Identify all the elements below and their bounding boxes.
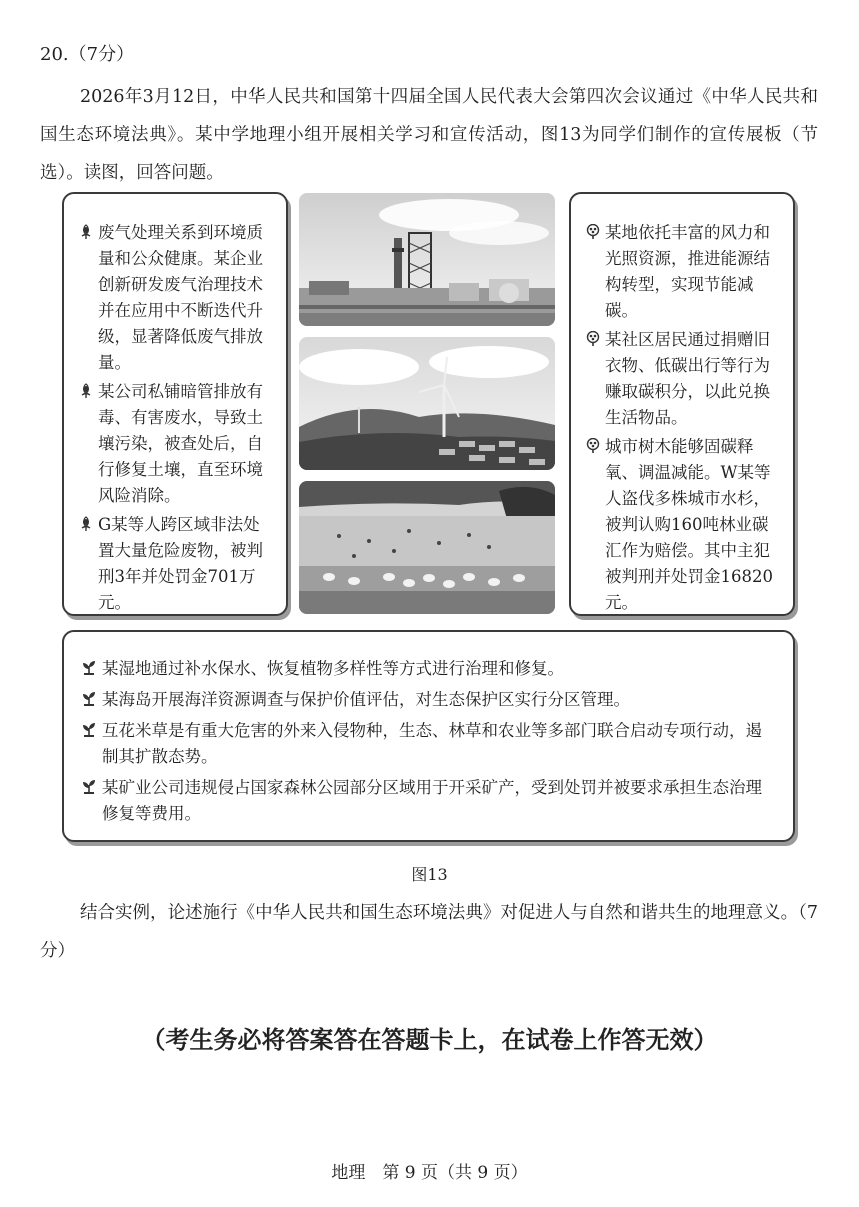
left-item: G某等人跨区域非法处置大量危险废物，被判刑3年并处罚金701万元。 [74,512,270,616]
page-footer: 地理 第 9 页（共 9 页） [331,1163,528,1183]
right-item: 城市树木能够固碳释氧、调温减能。W某等人盗伐多株城市水杉，被判认购160吨林业碳汇作为赔偿。其中主犯被判刑并处罚金16820元。 [581,434,781,616]
bottom-item: 某矿业公司违规侵占国家森林公园部分区域用于开采矿产，受到处罚并被要求承担生态治理修复等费用。 [76,775,776,827]
wetland-birds-photo [299,481,555,614]
right-panel [569,192,795,616]
figure-caption: 图13 [411,865,448,884]
flower-icon [74,379,98,509]
left-item: 废气处理关系到环境质量和公众健康。某企业创新研发废气治理技术并在应用中不断迭代升级，显著降低废气排放量。 [74,220,270,376]
sprout-icon [76,775,102,827]
bottom-item: 某海岛开展海洋资源调查与保护价值评估，对生态保护区实行分区管理。 [76,687,776,713]
tree-icon [581,434,605,616]
wind-turbine-photo [299,337,555,470]
bottom-item: 某湿地通过补水保水、恢复植物多样性等方式进行治理和修复。 [76,656,776,682]
tree-icon [581,327,605,431]
sprout-icon [76,687,102,713]
question-prompt: 结合实例，论述施行《中华人民共和国生态环境法典》对促进人与自然和谐共生的地理意义。（7分） [40,903,818,961]
sprout-icon [76,656,102,682]
right-item: 某社区居民通过捐赠旧衣物、低碳出行等行为赚取碳积分，以此兑换生活物品。 [581,327,781,431]
factory-photo [299,193,555,326]
exam-notice: （考生务必将答案答在答题卡上，在试卷上作答无效） [141,1026,718,1054]
sprout-icon [76,718,102,770]
flower-icon [74,512,98,616]
flower-icon [74,220,98,376]
bottom-panel [62,630,795,842]
question-number: 20.（7分） [40,44,135,65]
left-item: 某公司私铺暗管排放有毒、有害废水，导致土壤污染，被查处后，自行修复土壤，直至环境风险消除。 [74,379,270,509]
tree-icon [581,220,605,324]
question-intro: 2026年3月12日，中华人民共和国第十四届全国人民代表大会第四次会议通过《中华人民共和国生态环境法典》。某中学地理小组开展相关学习和宣传活动，图13为同学们制作的宣传展板（节选）。读图，回答问题。 [40,87,818,183]
right-item: 某地依托丰富的风力和光照资源，推进能源结构转型，实现节能减碳。 [581,220,781,324]
bottom-item: 互花米草是有重大危害的外来入侵物种，生态、林草和农业等多部门联合启动专项行动，遏制其扩散态势。 [76,718,776,770]
left-panel [62,192,288,616]
